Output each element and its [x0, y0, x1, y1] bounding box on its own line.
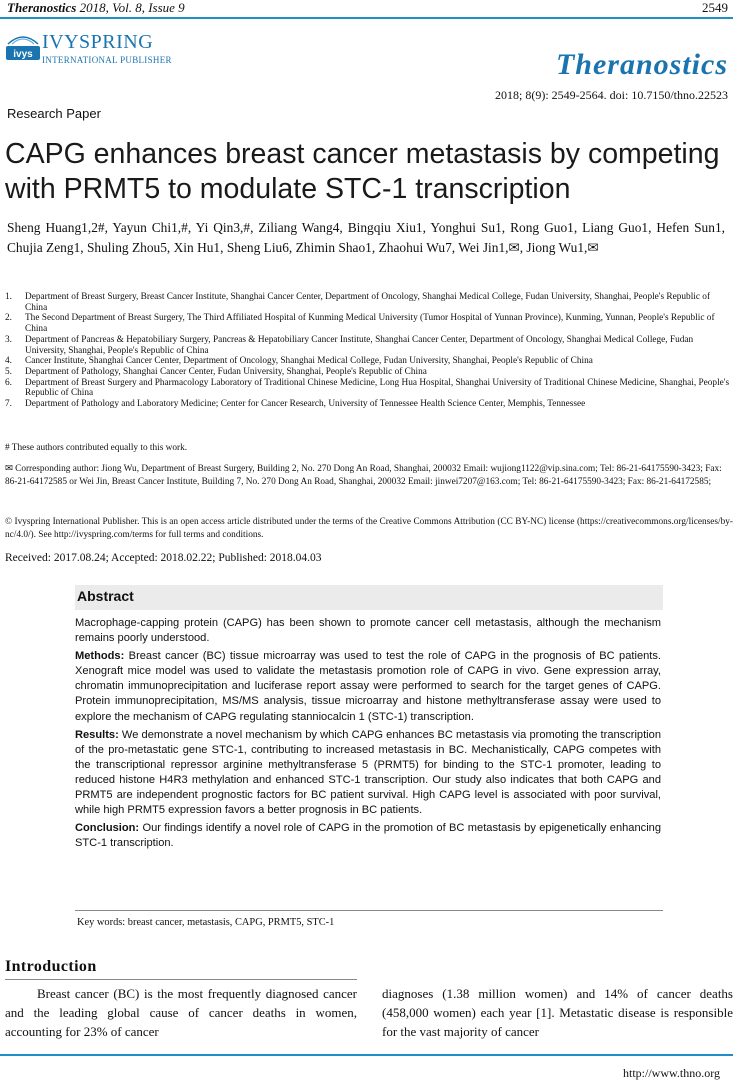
affiliation-number: 4. — [5, 356, 12, 367]
introduction-right-column: diagnoses (1.38 million women) and 14% of cancer deaths (458,000 women) each year [1]. Metastatic disease is responsible for the vast majority of cancer — [382, 986, 733, 1039]
results-text: We demonstrate a novel mechanism by which CAPG enhances BC metastasis via promoting the transcription of the pro-metastatic gene STC-1, contributing to increased metastasis in BC. Mechanistically, CAPG competes with the transcriptional repressor arginine methyltransferase 5 (PRMT5) for binding to the STC-1 promoter, leading to reduced histone H4R3 methylation and enhanced STC-1 transcription. Our study also indicates that both CAPG and PRMT5 are independent prognostic factors for BC patient survival. High CAPG level is associated with poor survival, while high PRMT5 expression favors a better prognosis in BC patients. — [75, 728, 661, 817]
affiliation-text: Department of Pathology and Laboratory Medicine; Center for Cancer Research, University of Tennessee Health Science Center, Memphis, Tennessee — [25, 399, 586, 410]
abstract-body — [75, 616, 661, 854]
affiliation-item — [5, 367, 731, 378]
affiliation-item — [5, 292, 731, 313]
ivyspring-logo-icon — [4, 30, 42, 64]
license-statement: © Ivyspring International Publisher. This is an open access article distributed under the terms of the Creative Commons Attribution (CC BY-NC) license (https://creativecommons.org/licenses/by-nc/4.0/). See http://ivyspring.com/terms for full terms and conditions. — [5, 517, 733, 540]
affiliation-number: 3. — [5, 334, 12, 345]
abstract-heading: Abstract — [77, 588, 134, 604]
affiliation-item — [5, 335, 731, 356]
affiliation-item — [5, 313, 731, 334]
corresponding-author: ✉ Corresponding author: Jiong Wu, Department of Breast Surgery, Building 2, No. 270 Dong An Road, Shanghai, 200032 Email: wujiong1122@vip.sina.com; Tel: 86-21-64175590-3423; Fax: 86-21-64172585 or Wei Jin, Breast Cancer Institute, Building 7, No. 270 Dong An Road, Shanghai, 200032 Email: jinwei7207@163.com; Tel: 86-21-64175590-3423; Fax: 86-21-64172585; — [5, 464, 722, 487]
affiliation-text: Department of Breast Surgery, Breast Cancer Institute, Shanghai Cancer Center, Department of Oncology, Shanghai Medical College, Fudan University, Shanghai, People's Republic of China — [25, 292, 711, 313]
abstract-results — [75, 728, 661, 819]
affiliation-list — [5, 292, 731, 410]
publication-dates: Received: 2017.08.24; Accepted: 2018.02.22; Published: 2018.04.03 — [5, 552, 322, 564]
footer-url[interactable]: http://www.thno.org — [622, 1066, 720, 1080]
affiliation-text: Department of Pancreas & Hepatobiliary Surgery, Pancreas & Hepatobiliary Cancer Institute, Shanghai Cancer Center, Department of Oncology, Shanghai Medical College, Fudan University, Shanghai, People's Republic of China — [25, 334, 694, 356]
keywords-divider — [75, 910, 663, 911]
conclusion-text: Our findings identify a novel role of CAPG in the promotion of BC metastasis by epigenetically enhancing STC-1 transcription. — [75, 822, 661, 850]
affiliation-number: 2. — [5, 313, 12, 324]
publisher-name: IVYSPRING — [42, 31, 154, 53]
running-header-details: 2018, Vol. 8, Issue 9 — [76, 0, 185, 15]
affiliation-number: 5. — [5, 366, 12, 377]
methods-text: Breast cancer (BC) tissue microarray was used to test the role of CAPG in the prognosis of BC patients. Xenograft mice model was used to validate the metastasis promotion role of CAPG in vivo. Gene expression array, chromatin immunoprecipitation and luciferase report assay were performed to search for the target genes of CAPG. Protein immunoprecipitation, MS/MS analysis, tissue microarray and histone methyltransferase assay were used to explore the mechanism of CAPG regulating stanniocalcin 1 (STC-1) transcription. — [75, 650, 661, 723]
publisher-subtitle: INTERNATIONAL PUBLISHER — [42, 55, 172, 65]
affiliation-text: The Second Department of Breast Surgery, The Third Affiliated Hospital of Kunming Medical University (Tumor Hospital of Yunnan Province), Kunming, Yunnan, People's Republic of China — [25, 313, 715, 335]
methods-label: Methods: — [75, 650, 125, 663]
running-header — [7, 0, 185, 16]
affiliation-number: 6. — [5, 377, 12, 388]
author-list: Sheng Huang1,2#, Yayun Chi1,#, Yi Qin3,#, Ziliang Wang4, Bingqiu Xiu1, Yonghui Su1, Rong Guo1, Liang Guo1, Hefen Sun1, Chujia Zeng1, Shuling Zhou5, Xin Hu1, Sheng Liu6, Zhimin Shao1, Zhaohui Wu7, Wei Jin1,✉, Jiong Wu1,✉ — [7, 220, 725, 255]
citation: 2018; 8(9): 2549-2564. doi: 10.7150/thno.22523 — [495, 88, 728, 102]
paper-title: CAPG enhances breast cancer metastasis by competing with PRMT5 to modulate STC-1 transcription — [5, 138, 720, 205]
paper-type: Research Paper — [7, 106, 101, 121]
affiliation-number: 1. — [5, 292, 12, 302]
conclusion-label: Conclusion: — [75, 822, 140, 835]
affiliation-text: Department of Pathology, Shanghai Cancer Center, Fudan University, Shanghai, People's Republic of China — [25, 366, 427, 377]
journal-logo: Theranostics — [555, 48, 728, 81]
affiliation-text: Department of Breast Surgery and Pharmacology Laboratory of Traditional Chinese Medicine, Long Hua Hospital, Shanghai University of Traditional Chinese Medicine, Shanghai, People's Republic of China — [25, 377, 730, 399]
affiliation-item — [5, 378, 731, 399]
keywords: Key words: breast cancer, metastasis, CAPG, PRMT5, STC-1 — [77, 917, 335, 928]
introduction-left-column: Breast cancer (BC) is the most frequently diagnosed cancer and the leading global cause of cancer deaths in women, accounting for 23% of cancer — [5, 986, 357, 1039]
affiliation-number: 7. — [5, 399, 12, 410]
introduction-divider — [5, 979, 357, 980]
equal-contribution-note: # These authors contributed equally to this work. — [5, 443, 188, 453]
introduction-heading: Introduction — [5, 958, 97, 975]
affiliation-text: Cancer Institute, Shanghai Cancer Center, Department of Oncology, Shanghai Medical College, Fudan University, Shanghai, People's Republic of China — [25, 356, 593, 367]
running-header-journal: Theranostics — [7, 0, 77, 15]
affiliation-item — [5, 399, 731, 410]
abstract-header — [75, 585, 663, 610]
abstract-conclusion — [75, 821, 661, 851]
abstract-methods — [75, 649, 661, 724]
abstract-intro: Macrophage-capping protein (CAPG) has been shown to promote cancer cell metastasis, although the mechanism remains poorly understood. — [75, 617, 661, 645]
page-number: 2549 — [702, 0, 728, 15]
ivyspring-logo-text: ivys — [13, 49, 33, 60]
affiliation-item — [5, 356, 731, 367]
bottom-divider — [0, 1054, 733, 1056]
top-divider — [0, 17, 733, 19]
abstract-box — [75, 585, 663, 932]
results-label: Results: — [75, 728, 119, 741]
